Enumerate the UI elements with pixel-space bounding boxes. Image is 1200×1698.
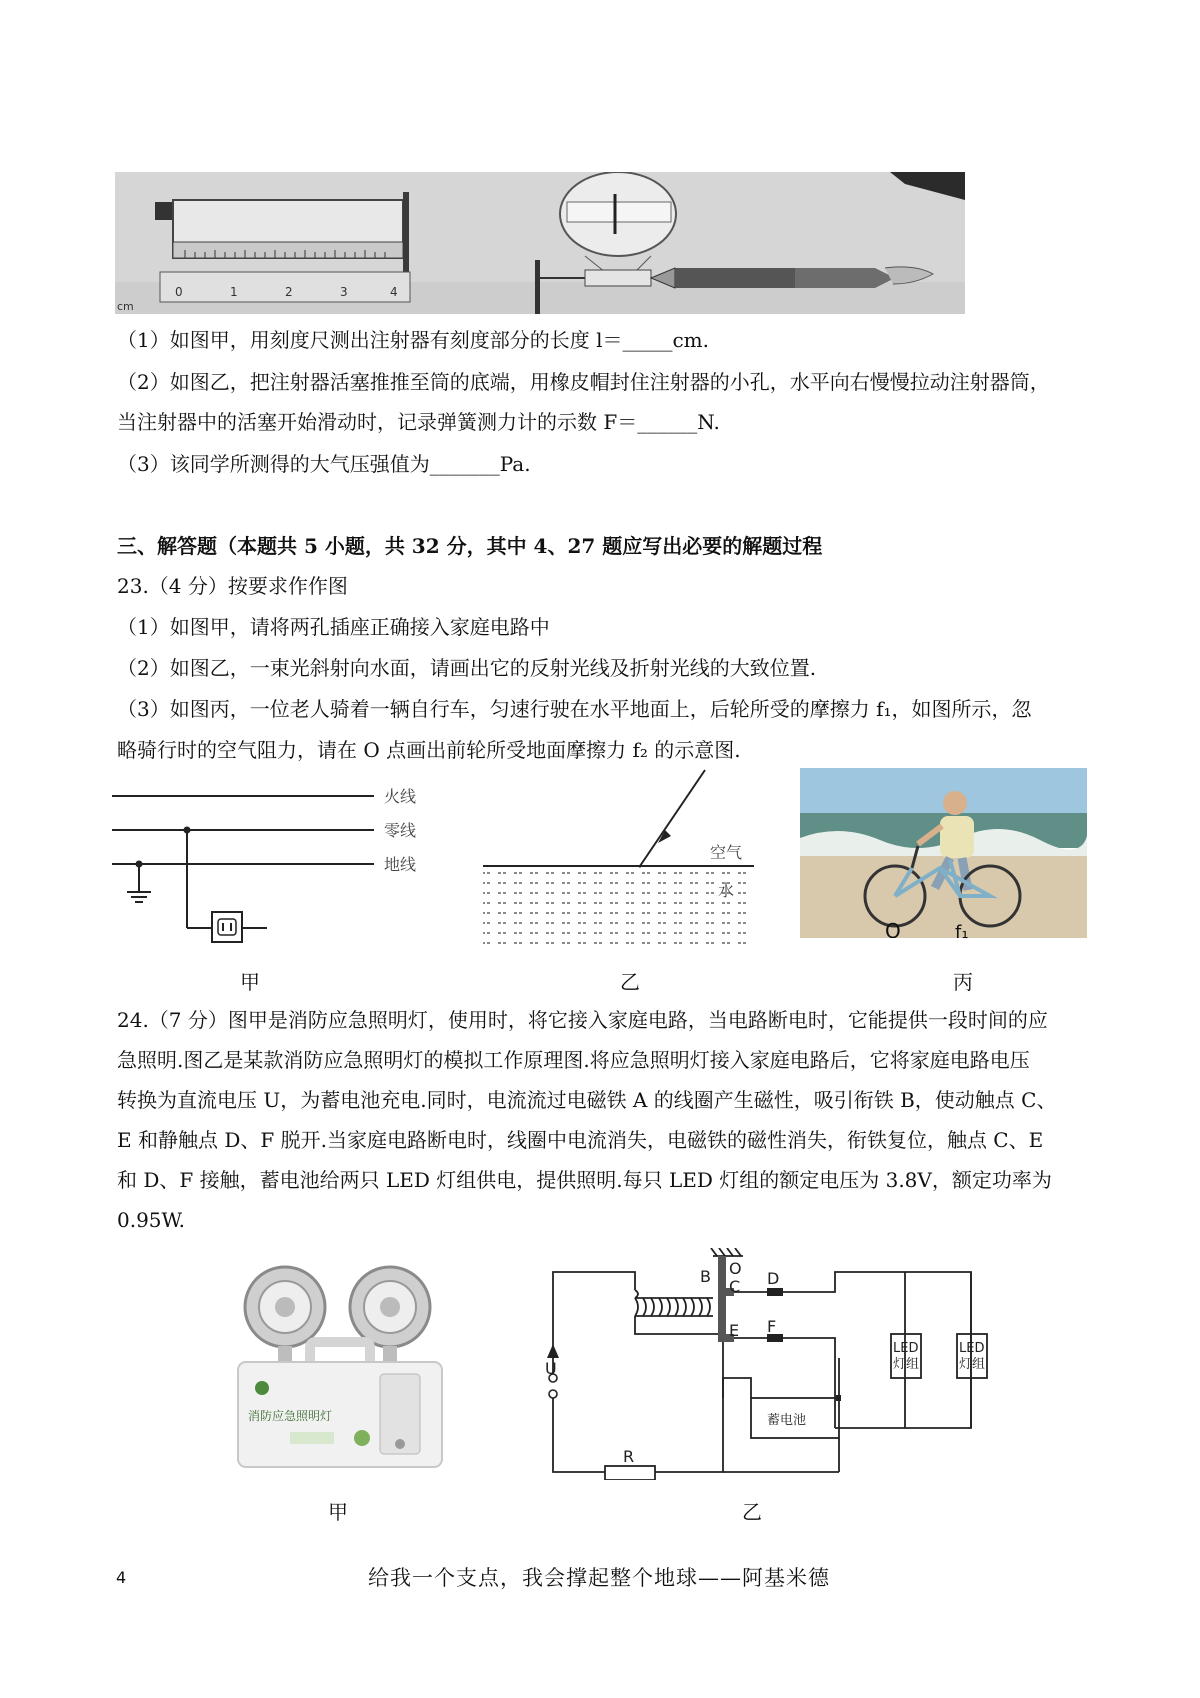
label-B: B <box>700 1267 711 1286</box>
water-label: 水 <box>718 881 735 900</box>
air-label: 空气 <box>710 843 743 862</box>
footer-quote: 给我一个支点，我会撑起整个地球——阿基米德 <box>368 1566 830 1590</box>
q22-part1: （1）如图甲，用刻度尺测出注射器有刻度部分的长度 l＝_____cm. <box>117 328 710 352</box>
q23-title: 23.（4 分）按要求作作图 <box>117 574 348 598</box>
label-E: E <box>729 1321 740 1340</box>
q24-line2: 急照明.图乙是某款消防应急照明灯的模拟工作原理图.将应急照明灯接入家庭电路后，它将家庭电路电压 <box>117 1048 1030 1072</box>
led2-label-line2: 灯组 <box>959 1357 986 1372</box>
q24-line3: 转换为直流电压 U，为蓄电池充电.同时，电流流过电磁铁 A 的线圈产生磁性，吸引衔铁 B，使动触点 C、 <box>117 1088 1057 1112</box>
q22-part2-line2: 当注射器中的活塞开始滑动时，记录弹簧测力计的示数 F＝______N. <box>117 410 720 434</box>
q24-line6: 0.95W. <box>117 1208 185 1232</box>
resistor-R <box>605 1466 655 1480</box>
point-O-label: O <box>885 919 901 938</box>
q24-line4: E 和静触点 D、F 脱开.当家庭电路断电时，线圈中电流消失，电磁铁的磁性消失，衔铁复位，触点 C、E <box>117 1128 1044 1152</box>
label-U: U <box>545 1359 557 1378</box>
armature-B <box>718 1256 726 1342</box>
led1-label-line1: LED <box>893 1341 919 1356</box>
q24-line5: 和 D、F 接触，蓄电池给两只 LED 灯组供电，提供照明.每只 LED 灯组的额定电压为 3.8V，额定功率为 <box>117 1168 1052 1192</box>
cyclist-photo <box>800 768 1087 938</box>
led2-label-line1: LED <box>959 1341 985 1356</box>
syringe-experiment-drawing <box>115 172 965 314</box>
water-region <box>483 868 754 944</box>
q24-line1: 24.（7 分）图甲是消防应急照明灯，使用时，将它接入家庭电路，当电路断电时，它能提供一段时间的应 <box>117 1008 1048 1032</box>
emergency-light-photo <box>230 1262 450 1472</box>
label-F: F <box>767 1317 777 1336</box>
label-R: R <box>623 1447 635 1466</box>
led1-label-line2: 灯组 <box>893 1357 920 1372</box>
q22-part2-line1: （2）如图乙，把注射器活塞推推至筒的底端，用橡皮帽封住注射器的小孔，水平向右慢慢拉动注射器筒， <box>117 370 1050 394</box>
section3-heading: 三、解答题（本题共 5 小题，共 32 分，其中 4、27 题应写出必要的解题过程 <box>117 534 823 558</box>
fire-wire-label: 火线 <box>384 787 417 806</box>
q23-fig-jia-caption: 甲 <box>240 970 260 994</box>
ground-wire-label: 地线 <box>384 855 417 874</box>
emergency-light-circuit-diagram <box>535 1248 995 1480</box>
q23-part1: （1）如图甲，请将两孔插座正确接入家庭电路中 <box>117 615 550 639</box>
q23-part3-line1: （3）如图丙，一位老人骑着一辆自行车，匀速行驶在水平地面上，后轮所受的摩擦力 f₁，如图所示，忽 <box>117 697 1032 721</box>
q24-fig-yi-caption: 乙 <box>742 1500 762 1524</box>
q23-fig-yi-caption: 乙 <box>620 970 640 994</box>
scale-number-3: 3 <box>340 285 348 299</box>
q23-part3-line2: 略骑行时的空气阻力，请在 O 点画出前轮所受地面摩擦力 f₂ 的示意图. <box>117 738 741 762</box>
q24-fig-jia-caption: 甲 <box>328 1500 348 1524</box>
syringe-experiment-photo <box>115 172 965 314</box>
q22-part3: （3）该同学所测得的大气压强值为_______Pa. <box>117 452 531 476</box>
battery-label: 蓄电池 <box>767 1413 807 1428</box>
scale-number-2: 2 <box>285 285 293 299</box>
lamp-brand-label: 消防应急照明灯 <box>248 1409 333 1423</box>
q23-fig-bing-caption: 丙 <box>953 970 973 994</box>
ruler-unit-label: cm <box>117 300 134 313</box>
page-number: 4 <box>116 1568 127 1587</box>
q23-part2: （2）如图乙，一束光斜射向水面，请画出它的反射光线及折射光线的大致位置. <box>117 656 817 680</box>
label-O: O <box>729 1259 742 1278</box>
two-hole-socket-icon <box>212 912 242 942</box>
household-circuit-diagram <box>112 780 442 950</box>
light-refraction-diagram <box>480 768 760 948</box>
label-D: D <box>767 1269 780 1288</box>
neutral-wire-label: 零线 <box>384 821 417 840</box>
friction-f1-label: f₁ <box>955 922 969 938</box>
scale-number-0: 0 <box>175 285 183 299</box>
incident-ray <box>640 770 705 866</box>
scale-number-1: 1 <box>230 285 238 299</box>
label-C: C <box>729 1277 741 1296</box>
scale-number-4: 4 <box>390 285 398 299</box>
